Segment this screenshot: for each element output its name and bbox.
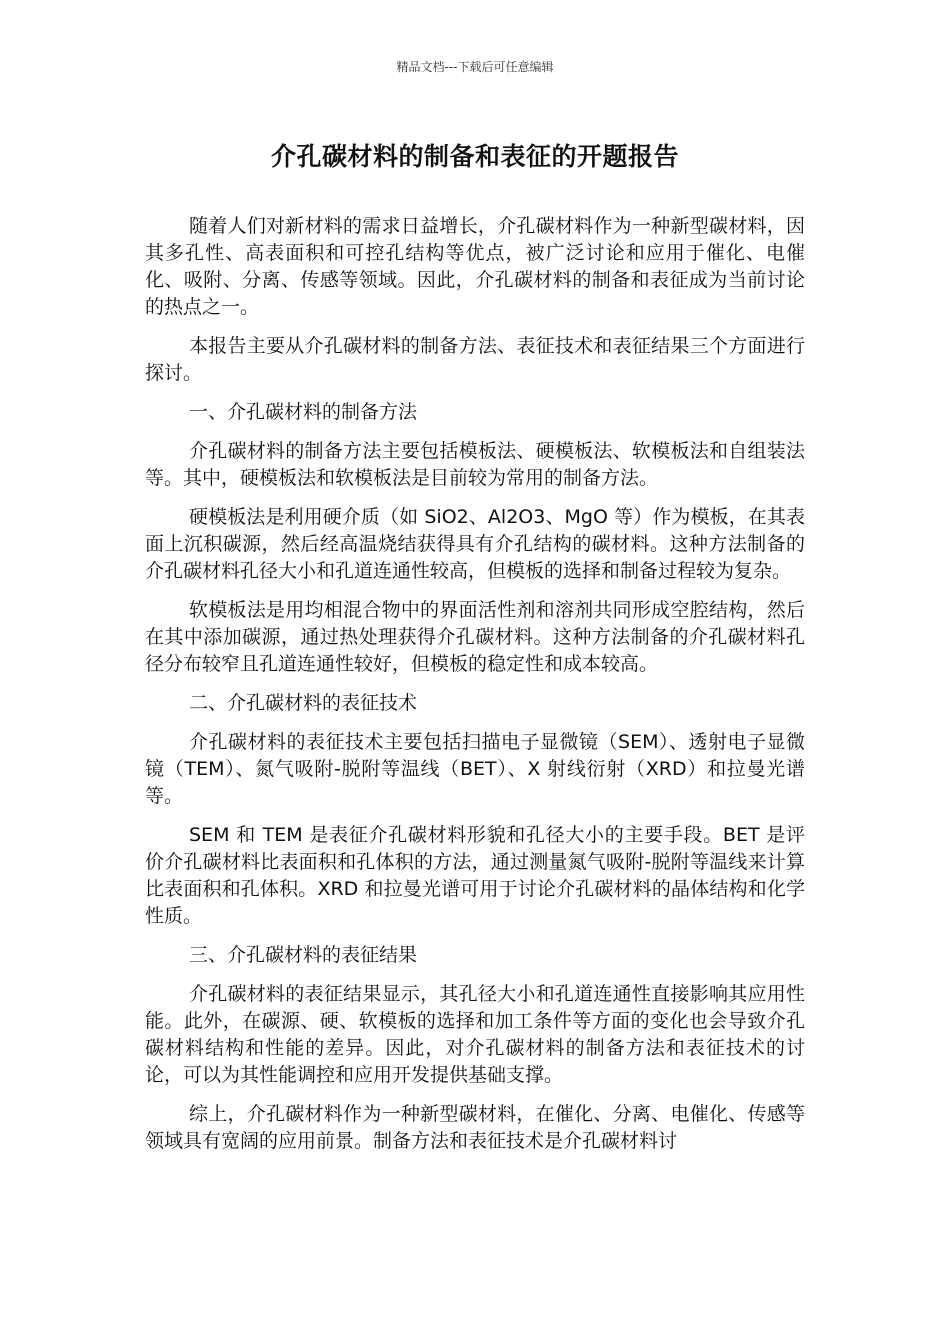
document-title: 介孔碳材料的制备和表征的开题报告 <box>270 142 679 171</box>
page-header-note: 精品文档---下载后可任意编辑 <box>396 60 554 74</box>
preparation-overview-paragraph: 介孔碳材料的制备方法主要包括模板法、硬模板法、软模板法和自组装法等。其中，硬模板法和软模板法是目前较为常用的制备方法。 <box>145 440 805 489</box>
section-heading-results: 三、介孔碳材料的表征结果 <box>189 944 418 966</box>
section-heading-preparation: 一、介孔碳材料的制备方法 <box>189 401 418 423</box>
hard-template-paragraph: 硬模板法是利用硬介质（如 SiO2、Al2O3、MgO 等）作为模板，在其表面上沉积碳源，然后经高温烧结获得具有介孔结构的碳材料。这种方法制备的介孔碳材料孔径大小和孔道连通性较高，但模板的选择和制备过程较为复杂。 <box>145 506 805 582</box>
characterization-overview-paragraph: 介孔碳材料的表征技术主要包括扫描电子显微镜（SEM）、透射电子显微镜（TEM）、氮气吸附-脱附等温线（BET）、X 射线衍射（XRD）和拉曼光谱等。 <box>145 731 805 807</box>
soft-template-paragraph: 软模板法是用均相混合物中的界面活性剂和溶剂共同形成空腔结构，然后在其中添加碳源，通过热处理获得介孔碳材料。这种方法制备的介孔碳材料孔径分布较窄且孔道连通性较好，但模板的稳定性和成本较高。 <box>145 599 805 675</box>
section-heading-characterization: 二、介孔碳材料的表征技术 <box>189 692 418 714</box>
document-body <box>145 213 805 1167</box>
characterization-detail-paragraph: SEM 和 TEM 是表征介孔碳材料形貌和孔径大小的主要手段。BET 是评价介孔碳材料比表面积和孔体积的方法，通过测量氮气吸附-脱附等温线来计算比表面积和孔体积。XRD 和拉曼光谱可用于讨论介孔碳材料的晶体结构和化学性质。 <box>145 824 805 927</box>
results-paragraph: 介孔碳材料的表征结果显示，其孔径大小和孔道连通性直接影响其应用性能。此外，在碳源、硬、软模板的选择和加工条件等方面的变化也会导致介孔碳材料结构和性能的差异。因此，对介孔碳材料的制备方法和表征技术的讨论，可以为其性能调控和应用开发提供基础支撑。 <box>145 983 805 1086</box>
conclusion-paragraph: 综上，介孔碳材料作为一种新型碳材料，在催化、分离、电催化、传感等领域具有宽阔的应用前景。制备方法和表征技术是介孔碳材料讨 <box>145 1103 805 1152</box>
intro-paragraph: 随着人们对新材料的需求日益增长，介孔碳材料作为一种新型碳材料，因其多孔性、高表面积和可控孔结构等优点，被广泛讨论和应用于催化、电催化、吸附、分离、传感等领域。因此，介孔碳材料的制备和表征成为当前讨论的热点之一。 <box>145 215 805 318</box>
scope-paragraph: 本报告主要从介孔碳材料的制备方法、表征技术和表征结果三个方面进行探讨。 <box>145 335 805 384</box>
